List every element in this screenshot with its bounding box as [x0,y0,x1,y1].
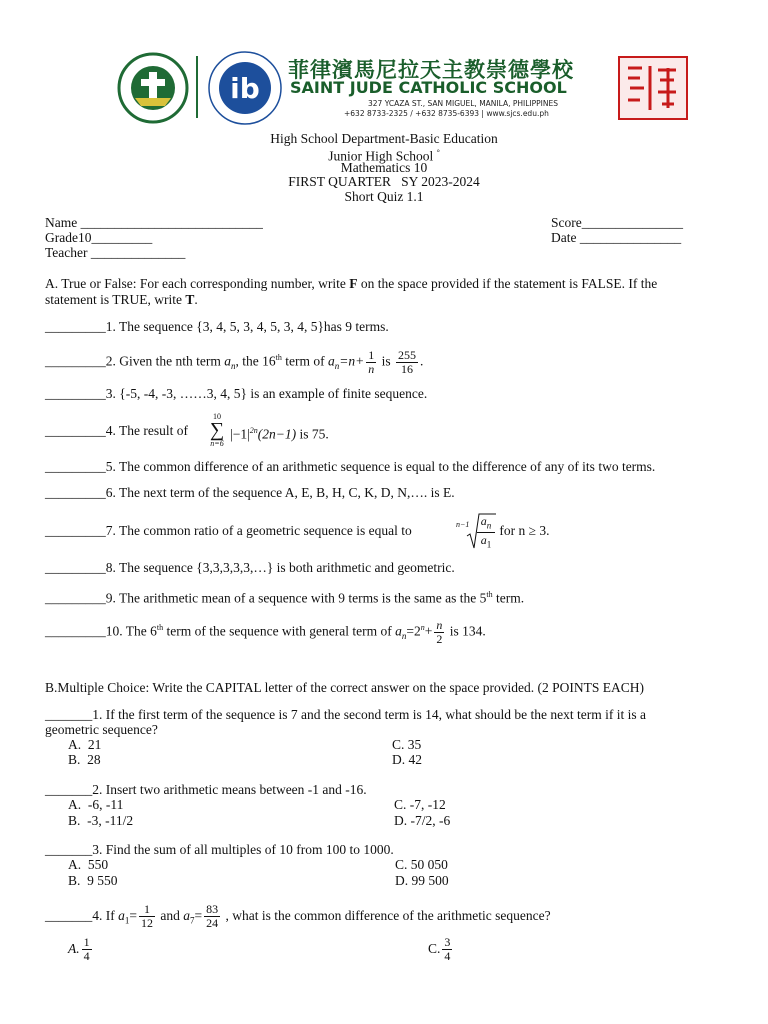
option-c: C. -7, -12 [394,797,446,812]
frac-num: 1 [368,347,375,362]
question-text: 10. The 6 [105,623,157,639]
question-text: term of the sequence with general term of [163,623,396,639]
math-sub: 7 [190,915,195,926]
level-mark: ° [436,148,440,157]
question-text: , what is the common difference of the arithmetic sequence? [222,908,551,923]
level-text: Junior High School [328,148,434,164]
name-field[interactable]: Name ___________________________ [45,215,263,230]
root-index: n−1 [456,520,470,529]
math-sub: n [230,361,236,372]
root-fraction [477,514,495,552]
instr-text: statement is TRUE, write [45,292,186,307]
question-text: and [157,908,184,923]
partA-item-9 [45,587,524,607]
partA-item-4 [45,423,191,439]
frac-num: n [436,617,443,632]
quarter-line: FIRST QUARTER SY 2023-2024 [288,174,480,189]
answer-blank[interactable]: _________ [45,319,106,334]
answer-blank[interactable]: _________ [45,423,106,438]
question-text: 2. Given the nth term [105,353,225,369]
frac-den: 12 [141,916,153,931]
grade-field[interactable]: Grade10_________ [45,230,153,245]
answer-blank[interactable]: _________ [45,623,106,639]
option-c [428,934,454,964]
school-chinese-name: 菲律濱馬尼拉天主教崇德學校 [288,58,574,82]
frac-num: 1 [83,935,90,950]
question-text: 9. The arithmetic mean of a sequence with 9 terms is the same as the 5 [105,590,487,606]
frac-den: a [480,533,487,548]
school-address: 327 YCAZA ST., SAN MIGUEL, MANILA, PHILIPPINES [368,99,558,108]
instr-text: . [194,292,198,307]
option-label: C. [428,941,441,956]
option-b: B. -3, -11/2 [68,813,134,828]
frac-num: 83 [206,902,219,917]
answer-blank[interactable]: _________ [45,386,106,401]
partA-item-8 [45,560,455,576]
math-op: + [424,623,433,639]
answer-blank[interactable]: _______ [45,782,93,797]
school-contact: +632 8733-2325 / +632 8735-6393 | www.sjcs.edu.ph [344,109,549,118]
fraction-1-over-n [366,349,376,376]
frac-num: 1 [139,903,155,917]
answer-blank[interactable]: _________ [45,459,106,474]
question-text: 3. Find the sum of all multiples of 10 from 100 to 1000. [92,842,394,857]
instr-text: on the space provided if the statement is FALSE. If the [357,276,658,291]
instr-T: T [185,292,195,307]
answer-blank[interactable]: _________ [45,353,106,369]
fraction-255-16 [396,349,418,376]
ordinal: th [275,353,282,362]
math-expr: (2n−1) [257,426,297,442]
option-c: C. 35 [392,737,422,752]
subject-line: Mathematics 10 [340,160,428,175]
question-text: , the 16 [235,353,276,369]
answer-blank[interactable]: _________ [45,560,106,575]
option-d: D. -7/2, -6 [394,813,451,828]
partB-item-2 [45,782,367,798]
answer-blank[interactable]: _________ [45,590,106,606]
question-text: is [378,353,394,369]
partA-instruction-line2 [45,292,198,308]
q7-end-text: for n ≥ 3. [496,523,550,538]
frac-den: 24 [206,916,219,931]
question-text: . [419,353,424,369]
math-expr: |−1| [230,426,250,442]
date-field[interactable]: Date _______________ [551,230,682,245]
fraction-83-24 [204,903,220,930]
option-b: B. 9 550 [68,873,118,888]
option-a: A. 550 [68,857,109,872]
partA-item-2 [45,344,423,380]
svg-text:ib: ib [230,72,260,105]
math-op: =2 [406,623,421,639]
red-stamp-logo [618,56,688,120]
ordinal: th [156,623,164,632]
frac-den: 16 [400,361,413,376]
question-text: is 75. [296,426,329,442]
partB-item-4 [45,902,551,935]
ordinal: th [486,590,493,599]
question-text: 4. If [92,908,119,923]
option-b: B. 28 [68,752,101,767]
frac-den: 2 [436,631,443,646]
fraction-n-over-2 [434,619,444,646]
math-var: a [118,908,125,923]
math-sub: 1 [486,539,492,550]
divider [196,56,198,118]
fraction-1-4 [82,936,92,963]
math-var: a [395,623,402,639]
frac-den: n [368,361,375,376]
question-text: 8. The sequence {3,3,3,3,3,…} is both arithmetic and geometric. [105,560,455,575]
question-text: 1. If the first term of the sequence is 7 and the second term is 14, what should be the next term if it is a [92,707,646,722]
frac-num: a [480,514,487,528]
option-a: A. 21 [68,737,102,752]
partB-instruction: B.Multiple Choice: Write the CAPITAL letter of the correct answer on the space provided. (2 POINTS EACH) [45,680,644,695]
question-text: 6. The next term of the sequence A, E, B, H, C, K, D, N,…. is E. [105,485,455,500]
math-sub: n [401,631,407,642]
question-text: term of [281,353,328,369]
school-name: SAINT JUDE CATHOLIC SCHOOL [290,78,567,97]
question-text: term. [492,590,525,606]
fraction-1-12 [139,903,155,930]
ib-world-school-logo [206,50,284,126]
frac-den: 4 [444,949,451,964]
math-sub: n [334,361,340,372]
math-exp: n [420,623,425,632]
partA-item-3 [45,386,427,402]
partA-item-5 [45,459,655,475]
frac-num: 255 [397,347,416,362]
option-label: A. [68,941,80,956]
question-text: 7. The common ratio of a geometric sequence is equal to [105,523,416,538]
option-a [68,934,94,964]
question-text: 3. {-5, -4, -3, ……3, 4, 5} is an example of finite sequence. [105,386,428,401]
letterhead [110,48,690,128]
question-text: 1. The sequence {3, 4, 5, 3, 4, 5, 3, 4, 5}has 9 terms. [105,319,389,334]
partA-item-6 [45,485,455,501]
answer-blank[interactable]: _________ [45,485,106,500]
option-c: C. 50 050 [395,857,448,872]
sum-upper: 10 [213,412,221,421]
math-op: =n+ [339,353,365,369]
math-var: a [327,353,335,369]
question-text: 4. The result of [105,423,192,438]
partA-item-7 [45,523,415,539]
option-a: A. -6, -11 [68,797,124,812]
school-seal-logo [115,52,191,124]
partB-item-1-cont: geometric sequence? [45,722,158,737]
sum-sigma: ∑ [209,419,225,441]
answer-blank[interactable]: _______ [45,908,93,923]
math-op: = [129,908,137,923]
answer-blank[interactable]: _______ [45,842,93,857]
math-var: a [224,353,231,369]
summation [206,412,228,448]
question-text: 2. Insert two arithmetic means between -1 and -16. [92,782,367,797]
instr-text: A. True or False: For each corresponding number, write [45,276,350,291]
answer-blank[interactable]: _______ [45,707,93,722]
question-text: 5. The common difference of an arithmetic sequence is equal to the difference of any of its two terms. [105,459,656,474]
instr-F: F [349,276,358,291]
partA-item-10 [45,614,486,650]
partB-item-3 [45,842,394,858]
fraction-3-4 [442,936,452,963]
sum-lower: n=6 [210,439,224,448]
department-line: High School Department-Basic Education [270,131,498,146]
math-sub: 1 [124,915,130,926]
math-sub: n [486,520,492,531]
sum-expression [230,423,329,443]
answer-blank[interactable]: _________ [45,523,106,538]
partB-item-1 [45,707,646,723]
frac-num: 3 [444,935,451,950]
partA-instruction-line1 [45,276,657,292]
frac-den: 4 [83,949,90,964]
quiz-title: Short Quiz 1.1 [344,189,424,204]
teacher-field[interactable]: Teacher ______________ [45,245,186,260]
math-exp: 2n [249,426,258,435]
score-field[interactable]: Score_______________ [551,215,683,230]
math-op: = [194,908,203,923]
question-text: is 134. [446,623,486,639]
math-var: a [183,908,190,923]
partA-item-1 [45,319,389,335]
option-d: D. 42 [392,752,422,767]
option-d: D. 99 500 [395,873,449,888]
